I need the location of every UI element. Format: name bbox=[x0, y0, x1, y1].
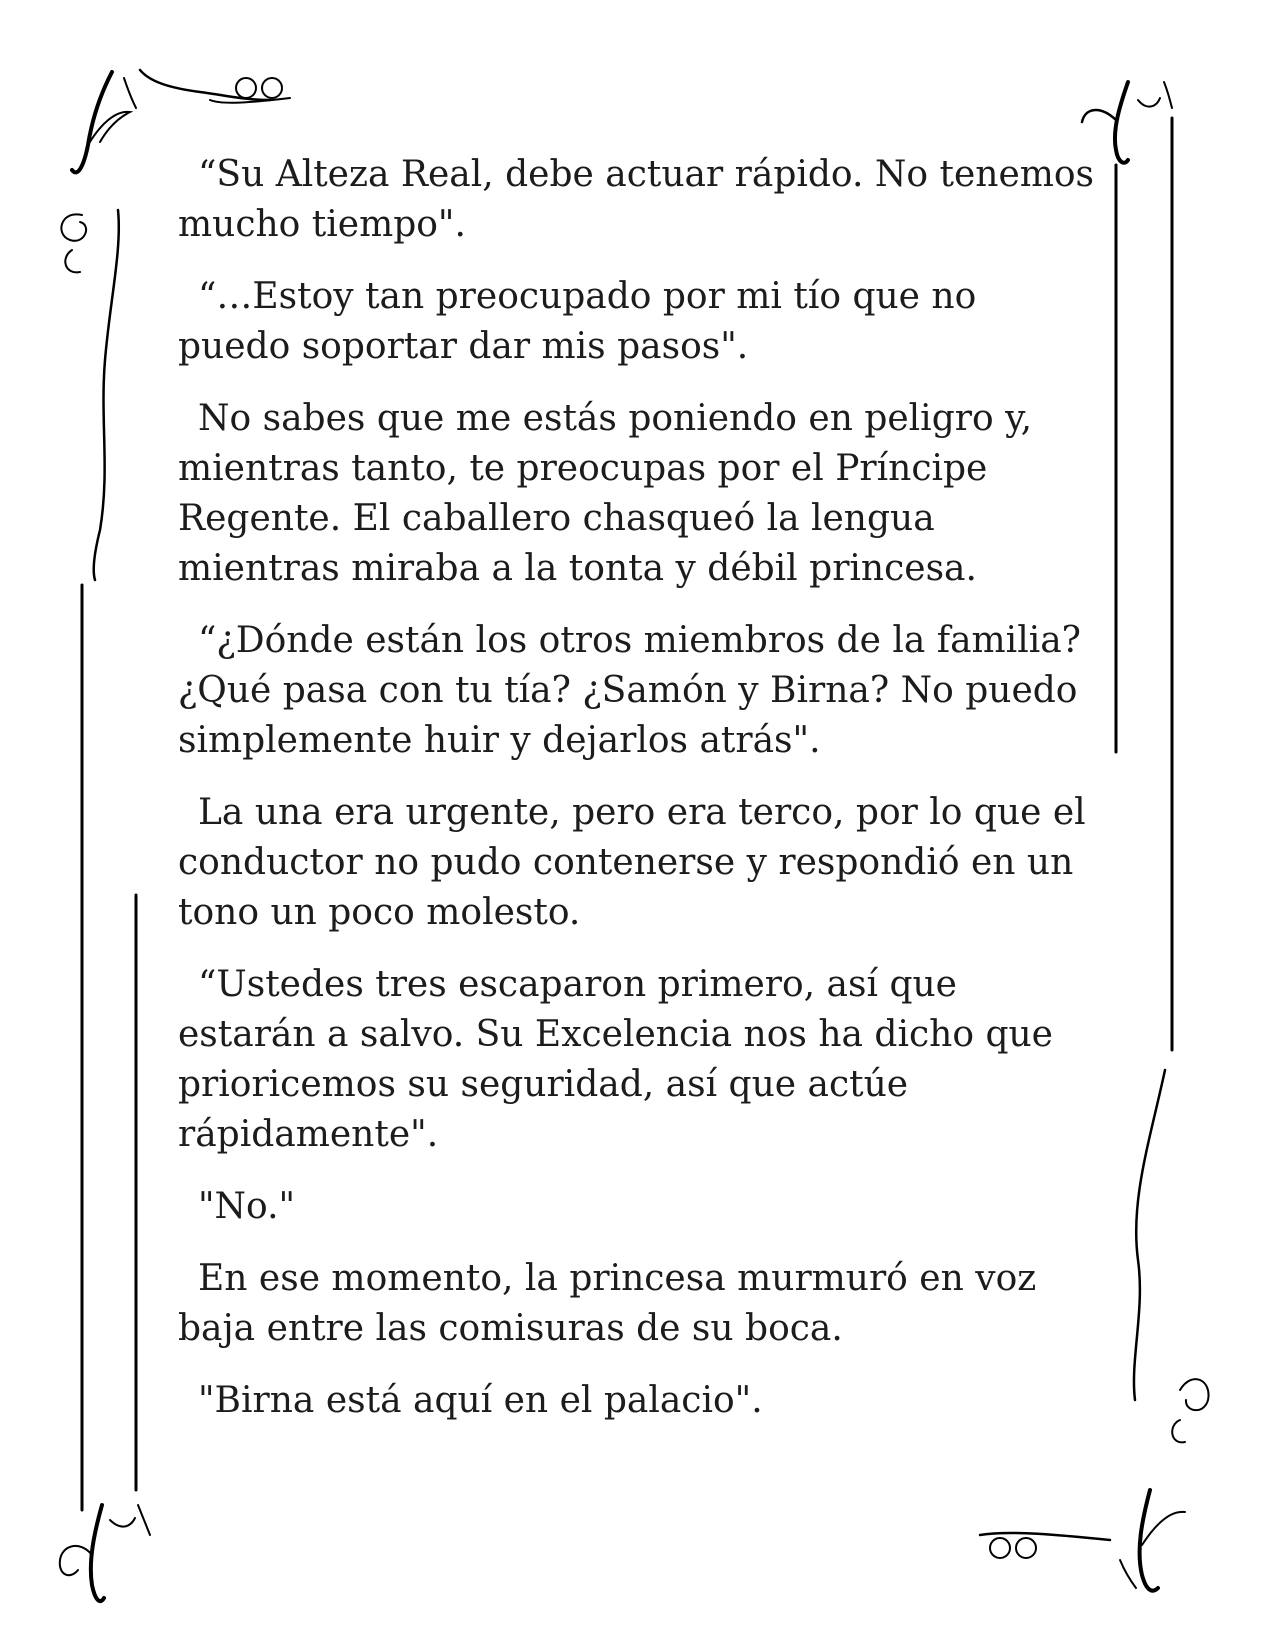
paragraph-5: La una era urgente, pero era terco, por lo que el conductor no pudo contenerse y respondió en un tono un poco molesto. bbox=[178, 792, 1086, 933]
bottom-left-flourish bbox=[60, 1505, 150, 1601]
paragraph-1: “Su Alteza Real, debe actuar rápido. No tenemos mucho tiempo". bbox=[178, 154, 1095, 245]
document-body bbox=[178, 150, 1098, 1448]
paragraph-7: "No." bbox=[198, 1186, 296, 1227]
paragraph-9: "Birna está aquí en el palacio". bbox=[198, 1380, 763, 1421]
paragraph-4: “¿Dónde están los otros miembros de la familia? ¿Qué pasa con tu tía? ¿Samón y Birna? No puedo simplemente huir y dejarlos atrás". bbox=[178, 620, 1081, 761]
paragraph-3: No sabes que me estás poniendo en peligro y, mientras tanto, te preocupas por el Príncipe Regente. El caballero chasqueó la lengua mientras miraba a la tonta y débil princesa. bbox=[178, 398, 1033, 589]
paragraph-2: “…Estoy tan preocupado por mi tío que no puedo soportar dar mis pasos". bbox=[178, 276, 977, 367]
paragraph-6: “Ustedes tres escaparon primero, así que estarán a salvo. Su Excelencia nos ha dicho que prioricemos su seguridad, así que actúe rápidamente". bbox=[178, 964, 1053, 1155]
paragraph-8: En ese momento, la princesa murmuró en voz baja entre las comisuras de su boca. bbox=[178, 1258, 1037, 1349]
